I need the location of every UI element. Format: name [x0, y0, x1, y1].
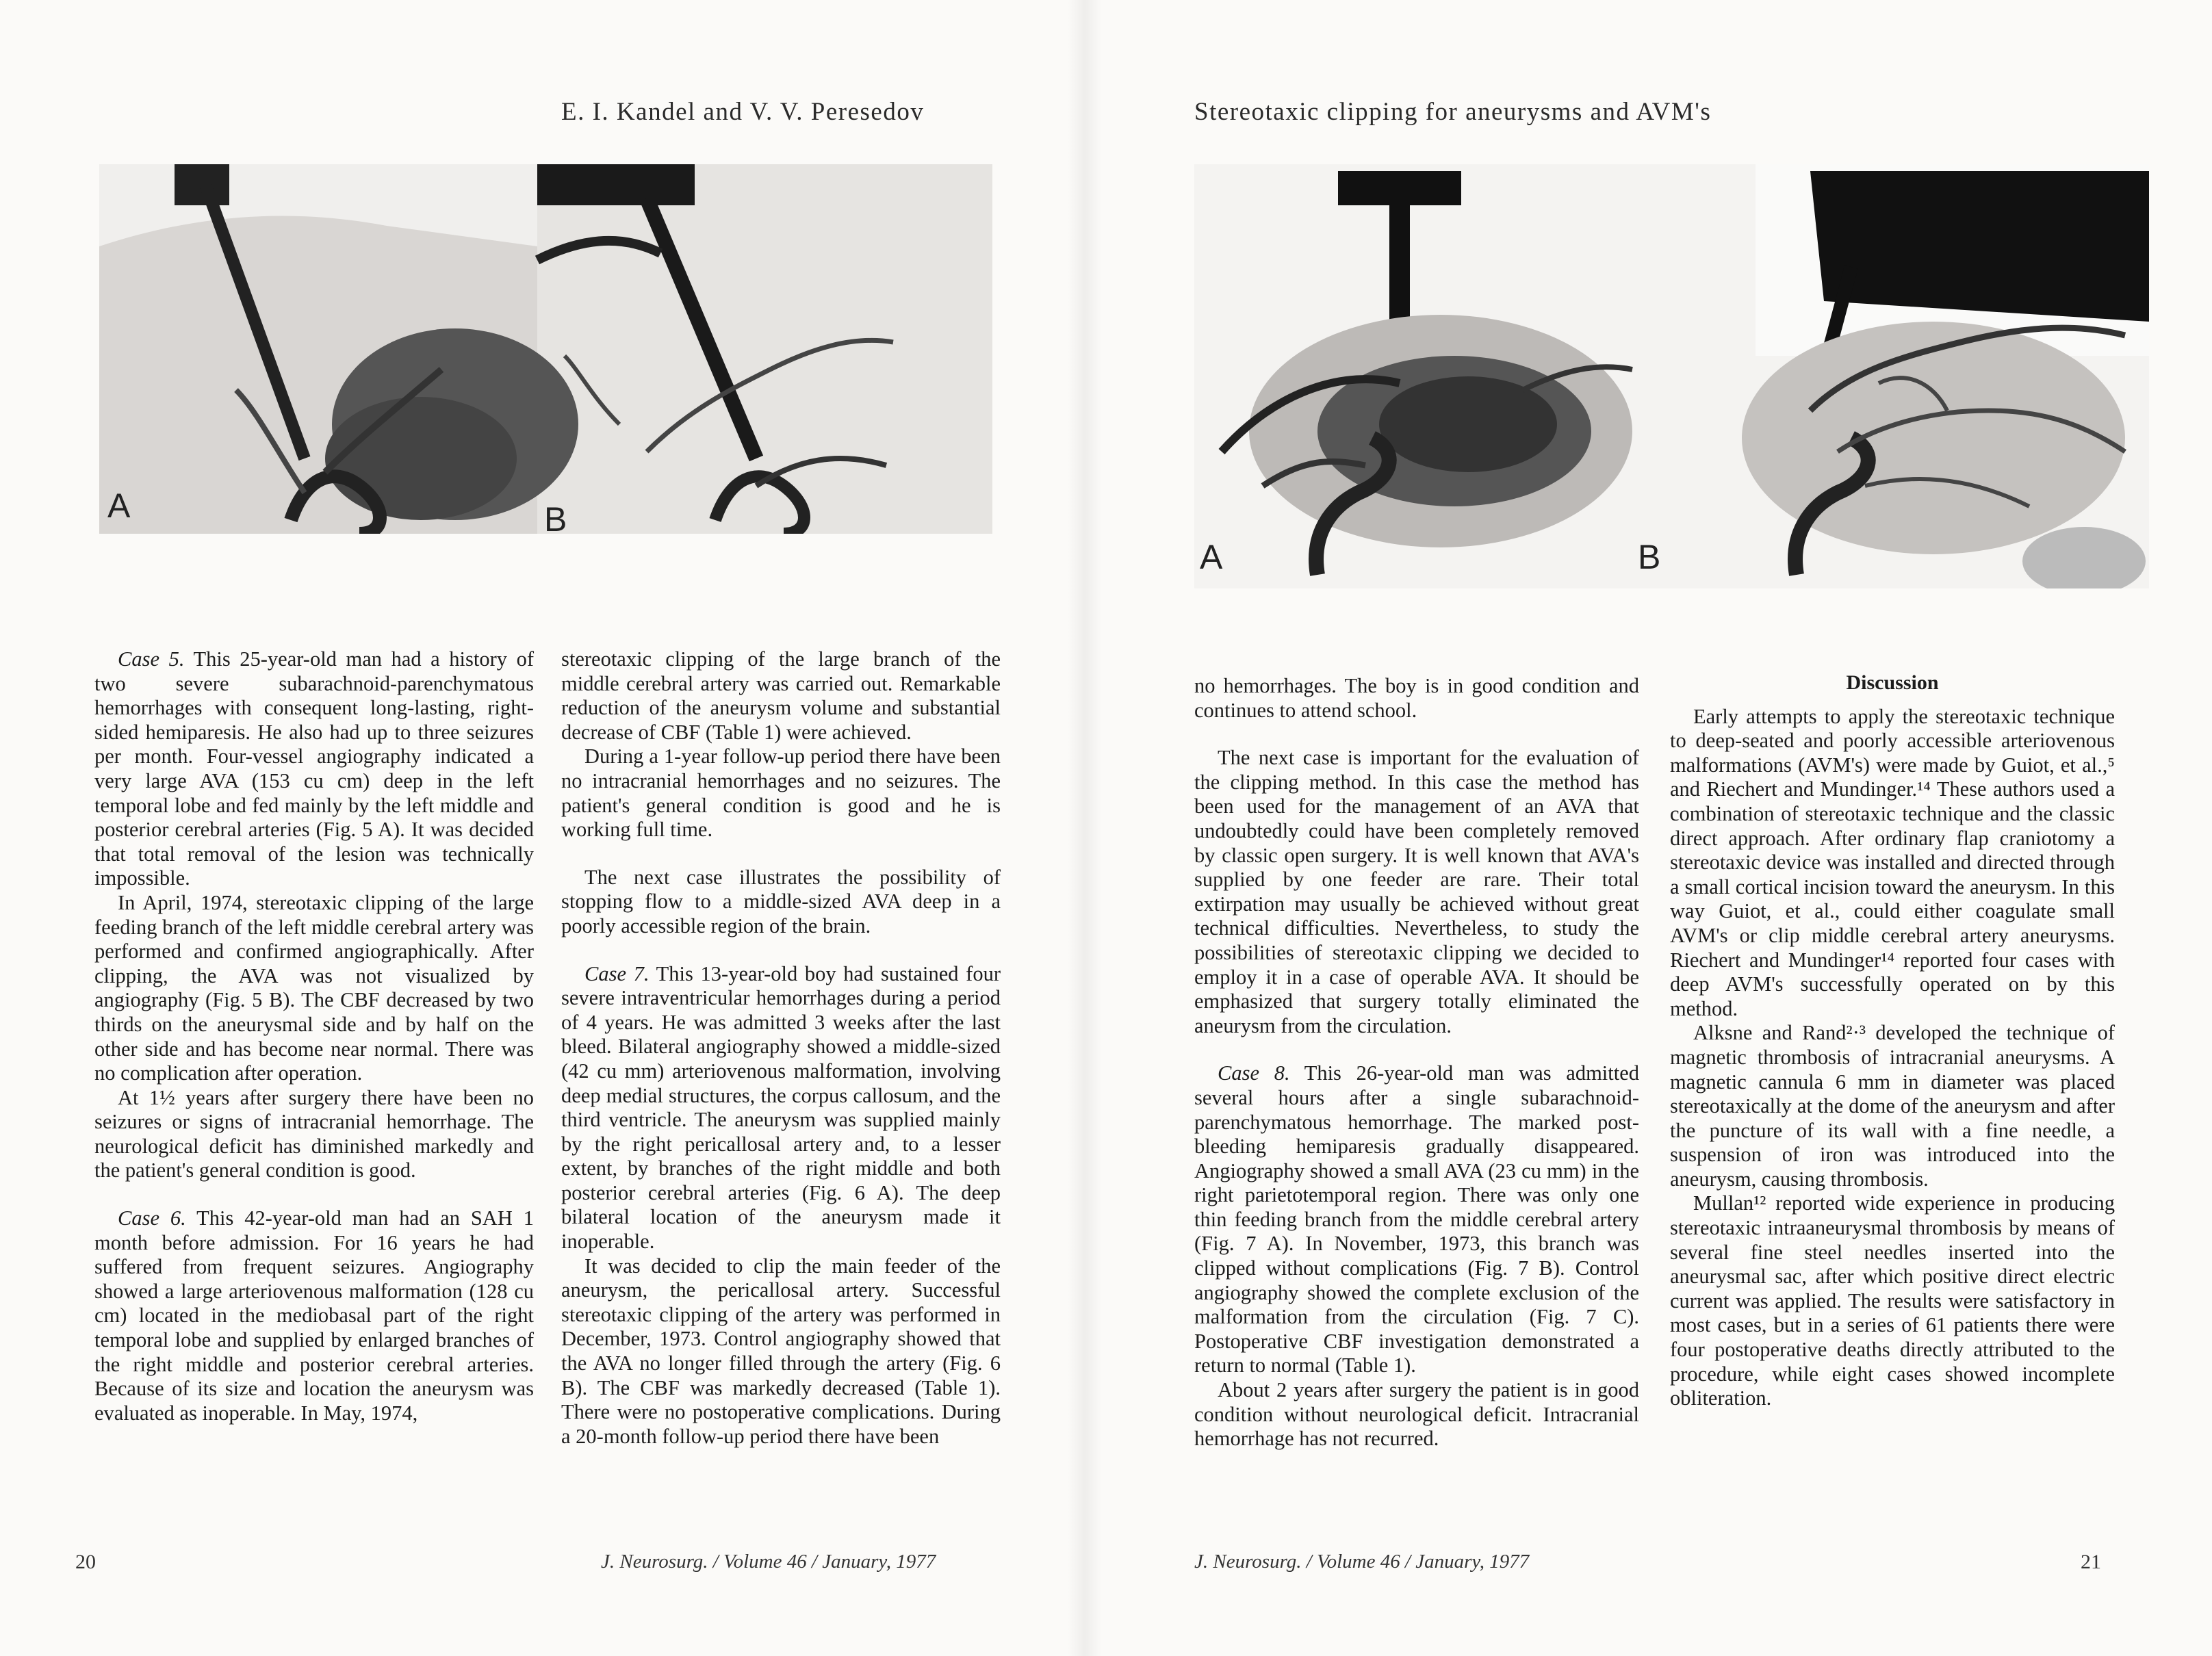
paragraph: Alksne and Rand²·³ developed the technique of magnetic thrombosis of intracranial aneurysms. A magnetic cannula 6 mm in diameter was placed stereotaxically at the dome of the aneurysm and after the puncture of its wall with a fine needle, a suspension of iron was introduced into the aneurysm, causing thrombosis.: [1670, 1021, 2115, 1191]
text-column-2: [1670, 671, 2115, 1411]
text-column-2: [561, 647, 1001, 1449]
paragraph: Case 7. This 13-year-old boy had sustained four severe intraventricular hemorrhages during a period of 4 years. He was admitted 3 weeks after the last bleed. Bilateral angiography showed a middle-sized (42 cu mm) arteriovenous malformation, involving deep medial structures, the corpus callosum, and the third ventricle. The aneurysm was supplied mainly by the right pericallosal artery and, to a lesser extent, by branches of the right middle and both posterior cerebral arteries (Fig. 6 A). The deep bilateral location of the aneurysm made it inoperable.: [561, 961, 1001, 1254]
angiogram-image: [99, 164, 992, 534]
section-heading: Discussion: [1846, 671, 1939, 694]
paragraph: The next case is important for the evaluation of the clipping method. In this case the method has been used for the management of an AVA that undoubtedly could have been completely removed by classic open surgery. It is well known that AVA's supplied by one feeder are rare. Their total extirpation may usually be achieved without great technical difficulties. Nevertheless, to study the possibilities of stereotaxic clipping we decided to employ it in a case of operable AVA. It should be emphasized that surgery totally eliminated the aneurysm from the circulation.: [1194, 746, 1639, 1037]
panel-label-b: B: [1638, 538, 1661, 576]
running-header: E. I. Kandel and V. V. Peresedov: [561, 98, 925, 126]
panel-label-b: B: [544, 500, 567, 534]
panel-label-a: A: [107, 487, 131, 525]
paragraph: Case 6. This 42-year-old man had an SAH 1 month before admission. For 16 years he had suffered from frequent seizures. Angiography showed a large arteriovenous malformation (128 cu cm) located in the mediobasal part of the right temporal lobe and supplied by enlarged branches of the right middle and posterior cerebral arteries. Because of its size and location the aneurysm was evaluated as inoperable. In May, 1974,: [94, 1206, 535, 1425]
page-number: 20: [75, 1551, 96, 1573]
left-page: [0, 0, 1085, 1656]
paragraph: About 2 years after surgery the patient is in good condition without neurological deficit. Intracranial hemorrhage has not recurred.: [1194, 1378, 1639, 1451]
running-header: Stereotaxic clipping for aneurysms and AVM's: [1194, 98, 1712, 126]
paragraph: Early attempts to apply the stereotaxic technique to deep-seated and poorly accessible arteriovenous malformations (AVM's) were made by Guiot, et al.,⁵ and Riechert and Mundinger.¹⁴ These authors used a combination of stereotaxic technique and the classic direct approach. After ordinary flap craniotomy a stereotaxic device was installed and directed through a small cortical incision toward the aneurysm. In this way Guiot, et al., could either coagulate small AVM's or clip middle cerebral artery aneurysms. Riechert and Mundinger¹⁴ reported four cases with deep AVM's successfully operated on by this method.: [1670, 704, 2115, 1020]
paragraph: Case 8. This 26-year-old man was admitted several hours after a single subarachnoid-parenchymatous hemorrhage. The marked post-bleeding hemiparesis gradually disappeared. Angiography showed a small AVA (23 cu mm) in the right parietotemporal region. There was only one thin feeding branch from the middle cerebral artery (Fig. 7 A). In November, 1973, this branch was clipped without complications (Fig. 7 B). Control angiography showed the complete exclusion of the malformation from the circulation (Fig. 7 C). Postoperative CBF investigation demonstrated a return to normal (Table 1).: [1194, 1061, 1639, 1377]
right-page: [1085, 0, 2212, 1656]
text-column-1: [1194, 674, 1639, 1451]
paragraph: During a 1-year follow-up period there have been no intracranial hemorrhages and no seizures. The patient's general condition is good and he is working full time.: [561, 745, 1001, 842]
panel-label-a: A: [1200, 538, 1223, 576]
paragraph: Mullan¹² reported wide experience in producing stereotaxic intraaneurysmal thrombosis by means of several fine steel needles inserted into the aneurysmal sac, after which positive direct electric current was applied. The results were satisfactory in most cases, but in a series of 61 patients there were four postoperative deaths directly attributed to the procedure, while eight cases showed incomplete obliteration.: [1670, 1191, 2115, 1410]
paragraph: In April, 1974, stereotaxic clipping of the large feeding branch of the left middle cerebral artery was performed and confirmed angiographically. After clipping, the AVA was not visualized by angiography (Fig. 5 B). The CBF decreased by two thirds on the aneurysmal side and by half on the other side and has become near normal. There was no complication after operation.: [94, 890, 534, 1085]
paragraph: At 1½ years after surgery there have been no seizures or signs of intracranial hemorrhage. The neurological deficit has diminished markedly and the patient's general condition is good.: [94, 1085, 534, 1182]
text-column-1: [94, 647, 534, 1425]
paragraph: Case 5. This 25-year-old man had a history of two severe subarachnoid-parenchymatous hemorrhages with consequent long-lasting, right-sided hemiparesis. He also had up to three seizures per month. Four-vessel angiography indicated a very large AVA (153 cu cm) deep in the left temporal lobe and fed mainly by the left middle and posterior cerebral arteries (Fig. 5 A). It was decided that total removal of the lesion was technically impossible.: [94, 647, 534, 890]
paragraph: stereotaxic clipping of the large branch of the middle cerebral artery was carried out. Remarkable reduction of the aneurysm volume and substantial decrease of CBF (Table 1) were achieved.: [561, 647, 1001, 744]
angiogram-figure: [99, 164, 992, 534]
journal-footer: J. Neurosurg. / Volume 46 / January, 1977: [1194, 1551, 1530, 1573]
paragraph: It was decided to clip the main feeder of the aneurysm, the pericallosal artery. Successful stereotaxic clipping of the artery was performed in December, 1973. Control angiography showed that the AVA no longer filled through the artery (Fig. 6 B). The CBF was markedly decreased (Table 1). There were no postoperative complications. During a 20-month follow-up period there have been: [561, 1254, 1001, 1448]
paragraph: no hemorrhages. The boy is in good condition and continues to attend school.: [1194, 674, 1639, 722]
angiogram-figure: [1194, 164, 2149, 588]
journal-footer: J. Neurosurg. / Volume 46 / January, 1977: [601, 1551, 936, 1573]
angiogram-image: [1194, 164, 2149, 588]
page-number: 21: [2081, 1551, 2101, 1573]
paragraph: The next case illustrates the possibility of stopping flow to a middle-sized AVA deep in a poorly accessible region of the brain.: [561, 865, 1001, 937]
